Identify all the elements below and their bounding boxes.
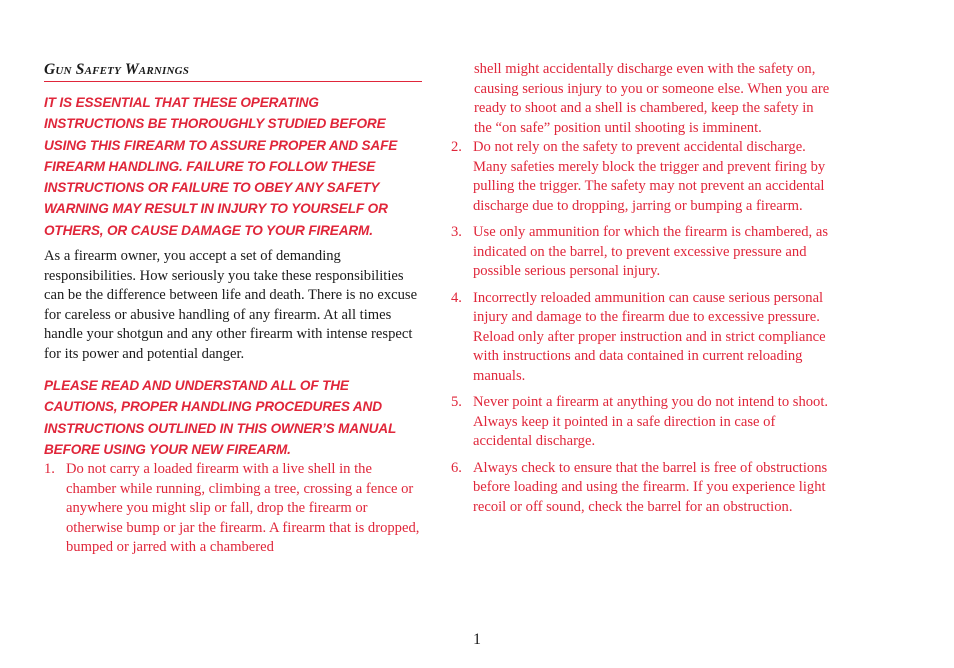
list-item-5 bbox=[451, 393, 831, 452]
list-item-3 bbox=[451, 223, 831, 282]
page-number: 1 bbox=[473, 631, 481, 648]
list-item-2 bbox=[451, 138, 831, 216]
right-column bbox=[451, 60, 831, 524]
list-item-text: Never point a firearm at anything you do not intend to shoot. Always keep it pointed in a safe direction in case of accidental discharge. bbox=[473, 394, 829, 449]
safety-list-right bbox=[451, 138, 831, 517]
list-number: 3. bbox=[451, 224, 462, 240]
warning-read-manual: PLEASE READ AND UNDERSTAND ALL OF THE CAUTIONS, PROPER HANDLING PROCEDURES AND INSTRUCTIONS OUTLINED IN THIS OWNER’S MANUAL BEFORE USING YOUR NEW FIREARM. bbox=[44, 378, 396, 457]
list-number: 5. bbox=[451, 394, 462, 410]
list-item-4 bbox=[451, 289, 831, 387]
list-item-6 bbox=[451, 459, 831, 518]
safety-list-left bbox=[44, 460, 422, 558]
left-column bbox=[44, 60, 422, 558]
list-item-1 bbox=[44, 460, 422, 558]
list-number: 2. bbox=[451, 139, 462, 155]
list-number: 4. bbox=[451, 289, 462, 306]
section-heading: Gun Safety Warnings bbox=[44, 60, 422, 82]
list-item-text: Always check to ensure that the barrel is free of obstructions before loading and using the firearm. If you experience light recoil or off sound, check the barrel for an obstruction. bbox=[473, 459, 828, 515]
list-item-1-continued: shell might accidentally discharge even with the safety on, causing serious injury to you or someone else. When you are ready to shoot and a shell is chambered, keep the safety in the “on safe” position until shooting is imminent. bbox=[474, 61, 830, 136]
list-number: 1. bbox=[44, 461, 55, 478]
list-number: 6. bbox=[451, 459, 462, 476]
list-item-text: Do not rely on the safety to prevent accidental discharge. Many safeties merely block the trigger and prevent firing by pulling the trigger. The safety may not prevent an accidental discharge due to dropping, jarring or bumping a firearm. bbox=[473, 139, 826, 214]
warning-intro: IT IS ESSENTIAL THAT THESE OPERATING INSTRUCTIONS BE THOROUGHLY STUDIED BEFORE USING THIS FIREARM TO ASSURE PROPER AND SAFE FIREARM HANDLING. FAILURE TO FOLLOW THESE INSTRUCTIONS OR FAILURE TO OBEY ANY SAFETY WARNING MAY RESULT IN INJURY TO YOURSELF OR OTHERS, OR CAUSE DAMAGE TO YOUR FIREARM. bbox=[44, 95, 398, 238]
list-item-text: Do not carry a loaded firearm with a live shell in the chamber while running, climbing a tree, crossing a fence or anywhere you might slip or fall, drop the firearm or otherwise bump or jar the firearm. A firearm that is dropped, bumped or jarred with a chambered bbox=[66, 461, 420, 556]
owner-responsibility-paragraph: As a firearm owner, you accept a set of demanding responsibilities. How seriously you take these responsibilities can be the difference between life and death. There is no excuse for careless or abusive handling of any firearm. At all times handle your shotgun and any other firearm with intense respect for its power and potential danger. bbox=[44, 248, 418, 362]
list-item-text: Use only ammunition for which the firearm is chambered, as indicated on the barrel, to prevent excessive pressure and possible serious personal injury. bbox=[473, 224, 829, 279]
list-item-text: Incorrectly reloaded ammunition can cause serious personal injury and damage to the firearm due to excessive pressure. Reload only after proper instruction and in strict compliance with instructions and data contained in current reloading manuals. bbox=[473, 289, 826, 384]
